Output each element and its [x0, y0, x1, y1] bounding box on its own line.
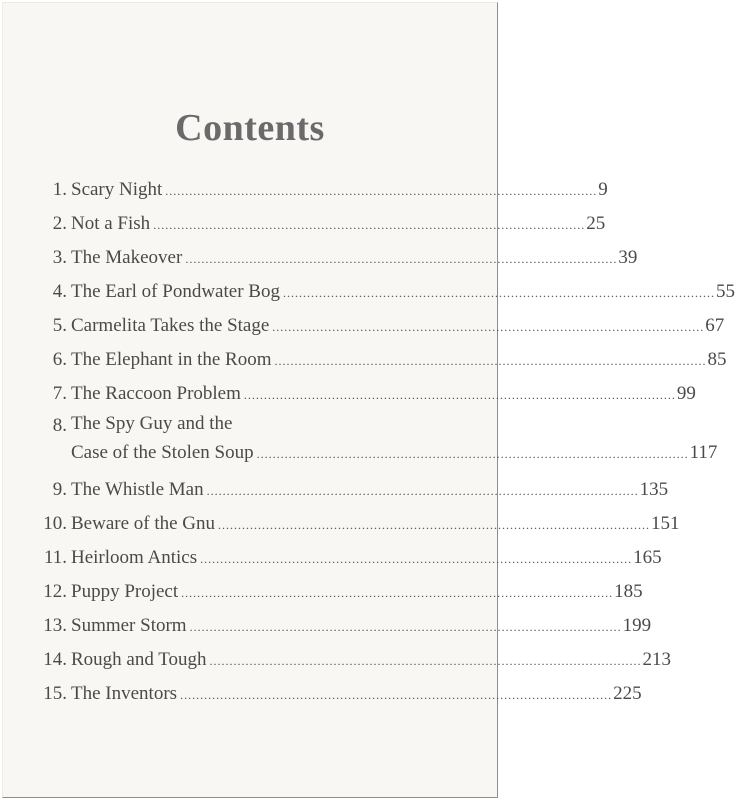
chapter-title-block [69, 409, 717, 469]
chapter-title: Puppy Project [71, 581, 179, 602]
page-number: 199 [622, 615, 652, 636]
table-of-contents [37, 173, 735, 711]
chapter-number: 10. [43, 513, 67, 534]
toc-entry-13 [37, 609, 652, 643]
chapter-title: Summer Storm [71, 615, 187, 636]
toc-entry-14 [37, 643, 672, 677]
chapter-title: Not a Fish [71, 213, 151, 234]
toc-entry-15 [37, 677, 642, 711]
chapter-number: 6. [52, 349, 67, 370]
chapter-title: Carmelita Takes the Stage [71, 315, 270, 336]
dot-leader [180, 678, 610, 712]
chapter-title: The Makeover [71, 247, 183, 268]
page-number: 117 [689, 442, 718, 463]
page-number: 9 [598, 179, 608, 200]
dot-leader [272, 310, 702, 344]
dot-leader [210, 644, 640, 678]
toc-entry-2 [37, 207, 606, 241]
chapter-title: The Earl of Pondwater Bog [71, 281, 280, 302]
dot-leader [218, 508, 648, 542]
dot-leader [200, 542, 630, 576]
chapter-title: The Raccoon Problem [71, 383, 241, 404]
page-number: 151 [651, 513, 680, 534]
dot-leader [257, 440, 687, 469]
chapter-title-line-2-row [71, 438, 717, 469]
dot-leader [207, 474, 637, 508]
toc-entry-1 [37, 173, 608, 207]
book-page [2, 2, 735, 798]
chapter-title: Heirloom Antics [71, 547, 198, 568]
toc-entry-9 [37, 473, 669, 507]
chapter-title: Beware of the Gnu [71, 513, 216, 534]
toc-entry-10 [37, 507, 680, 541]
chapter-number: 3. [52, 247, 67, 268]
chapter-title: Scary Night [71, 179, 163, 200]
chapter-number: 13. [43, 615, 67, 636]
chapter-number: 1. [52, 179, 67, 200]
chapter-title: Rough and Tough [71, 649, 207, 670]
chapter-number: 12. [43, 581, 67, 602]
chapter-title: The Whistle Man [71, 479, 204, 500]
page-number: 225 [613, 683, 642, 704]
chapter-number: 4. [52, 281, 67, 302]
chapter-title-line-2: Case of the Stolen Soup [71, 442, 254, 463]
dot-leader [181, 576, 611, 610]
chapter-number: 5. [52, 315, 67, 336]
page-number: 185 [614, 581, 643, 602]
page-number: 213 [642, 649, 672, 670]
chapter-number: 2. [52, 213, 67, 234]
chapter-title-line-1: The Spy Guy and the [71, 413, 233, 434]
toc-entry-8 [37, 411, 718, 473]
toc-entry-5 [37, 309, 725, 343]
toc-entry-7 [37, 377, 696, 411]
toc-entry-12 [37, 575, 643, 609]
chapter-number: 11. [43, 547, 67, 568]
toc-entry-4 [37, 275, 735, 309]
toc-entry-11 [37, 541, 662, 575]
dot-leader [275, 344, 705, 378]
dot-leader [185, 242, 615, 276]
dot-leader [244, 378, 674, 412]
page-number: 55 [715, 281, 735, 302]
page-number: 39 [618, 247, 638, 268]
page-number: 165 [633, 547, 662, 568]
chapter-number: 8. [52, 415, 67, 436]
dot-leader [190, 610, 620, 644]
chapter-number: 14. [43, 649, 67, 670]
dot-leader [283, 276, 713, 310]
page-number: 67 [705, 315, 725, 336]
chapter-number: 7. [52, 383, 67, 404]
toc-entry-6 [37, 343, 727, 377]
page-number: 135 [639, 479, 669, 500]
chapter-title: The Elephant in the Room [71, 349, 272, 370]
toc-entry-3 [37, 241, 638, 275]
page-number: 99 [676, 383, 696, 404]
page-number: 85 [707, 349, 727, 370]
page-number: 25 [586, 213, 606, 234]
chapter-number: 15. [43, 683, 67, 704]
dot-leader [153, 208, 583, 242]
page-title: Contents [175, 107, 325, 149]
chapter-number: 9. [52, 479, 67, 500]
chapter-title: The Inventors [71, 683, 178, 704]
dot-leader [165, 174, 595, 208]
